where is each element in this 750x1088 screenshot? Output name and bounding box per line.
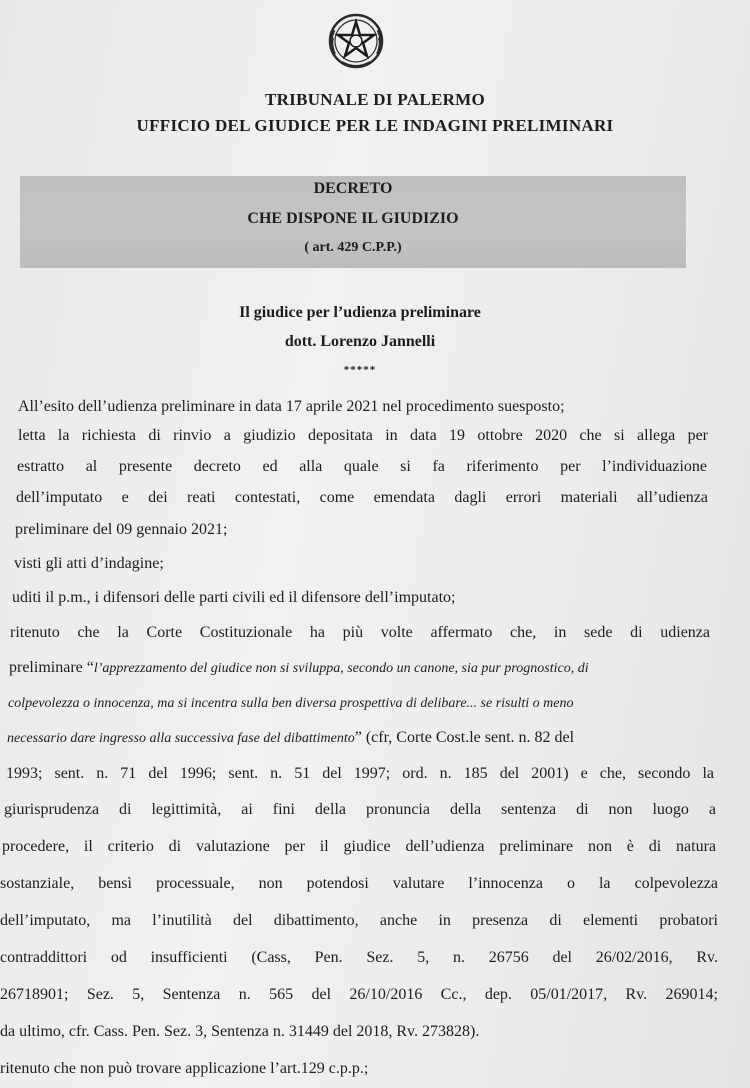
court-name: TRIBUNALE DI PALERMO	[264, 90, 486, 109]
body-line-14: procedere, il criterio di valutazione per il giudice dell’udienza preliminare non è di natura	[2, 838, 716, 855]
body-line-12: 1993; sent. n. 71 del 1996; sent. n. 51 del 1997; ord. n. 185 del 2001) e che, secondo la	[6, 765, 714, 782]
body-line-5: preliminare del 09 gennaio 2021;	[15, 521, 228, 538]
judge-role: Il giudice per l’udienza preliminare	[239, 304, 481, 321]
body-line-19: da ultimo, cfr. Cass. Pen. Sez. 3, Sentenza n. 31449 del 2018, Rv. 273828).	[0, 1023, 480, 1040]
body-line-13: giurisprudenza di legittimità, ai fini della pronuncia della sentenza di non luogo a	[4, 801, 716, 818]
office-name: UFFICIO DEL GIUDICE PER LE INDAGINI PRELIMINARI	[136, 116, 614, 135]
body-line-3: estratto al presente decreto ed alla quale si fa riferimento per l’individuazione	[17, 458, 707, 475]
body-line-17: contraddittori od insufficienti (Cass, Pen. Sez. 5, n. 26756 del 26/02/2016, Rv.	[0, 949, 718, 966]
italian-republic-emblem-icon	[325, 10, 387, 72]
decree-subtitle: CHE DISPONE IL GIUDIZIO	[247, 210, 459, 227]
body-line-2: letta la richiesta di rinvio a giudizio depositata in data 19 ottobre 2020 che si allega per	[18, 427, 708, 444]
body-line-8: ritenuto che la Corte Costituzionale ha più volte affermato che, in sede di udienza	[10, 624, 710, 641]
body-line-6: visti gli atti d’indagine;	[14, 555, 164, 572]
body-line-9: preliminare “l’apprezzamento del giudice non si sviluppa, secondo un canone, sia pur prognostico, di	[9, 659, 589, 676]
body-line-16: dell’imputato, ma l’inutilità del dibattimento, anche in presenza di elementi probatori	[0, 912, 718, 929]
body-line-10: colpevolezza o innocenza, ma si incentra sulla ben diversa prospettiva di delibare... se risulti o meno	[8, 696, 574, 711]
separator: *****	[343, 364, 377, 376]
body-line-7: uditi il p.m., i difensori delle parti civili ed il difensore dell’imputato;	[12, 589, 456, 606]
body-line-4: dell’imputato e dei reati contestati, come emendata dagli errori materiali all’udienza	[16, 489, 708, 506]
body-line-20: ritenuto che non può trovare applicazione l’art.129 c.p.p.;	[0, 1060, 369, 1077]
decree-article: ( art. 429 C.P.P.)	[304, 240, 402, 255]
body-line-15: sostanziale, bensì processuale, non potendosi valutare l’innocenza o la colpevolezza	[0, 875, 718, 892]
body-line-1: All’esito dell’udienza preliminare in data 17 aprile 2021 nel procedimento suesposto;	[18, 398, 565, 415]
body-line-11: necessario dare ingresso alla successiva fase del dibattimento” (cfr, Corte Cost.le sent. n. 82 del	[7, 729, 575, 746]
judge-name: dott. Lorenzo Jannelli	[284, 333, 436, 350]
decree-title: DECRETO	[313, 180, 393, 197]
body-line-18: 26718901; Sez. 5, Sentenza n. 565 del 26/10/2016 Cc., dep. 05/01/2017, Rv. 269014;	[0, 986, 718, 1003]
title-band	[20, 176, 686, 268]
